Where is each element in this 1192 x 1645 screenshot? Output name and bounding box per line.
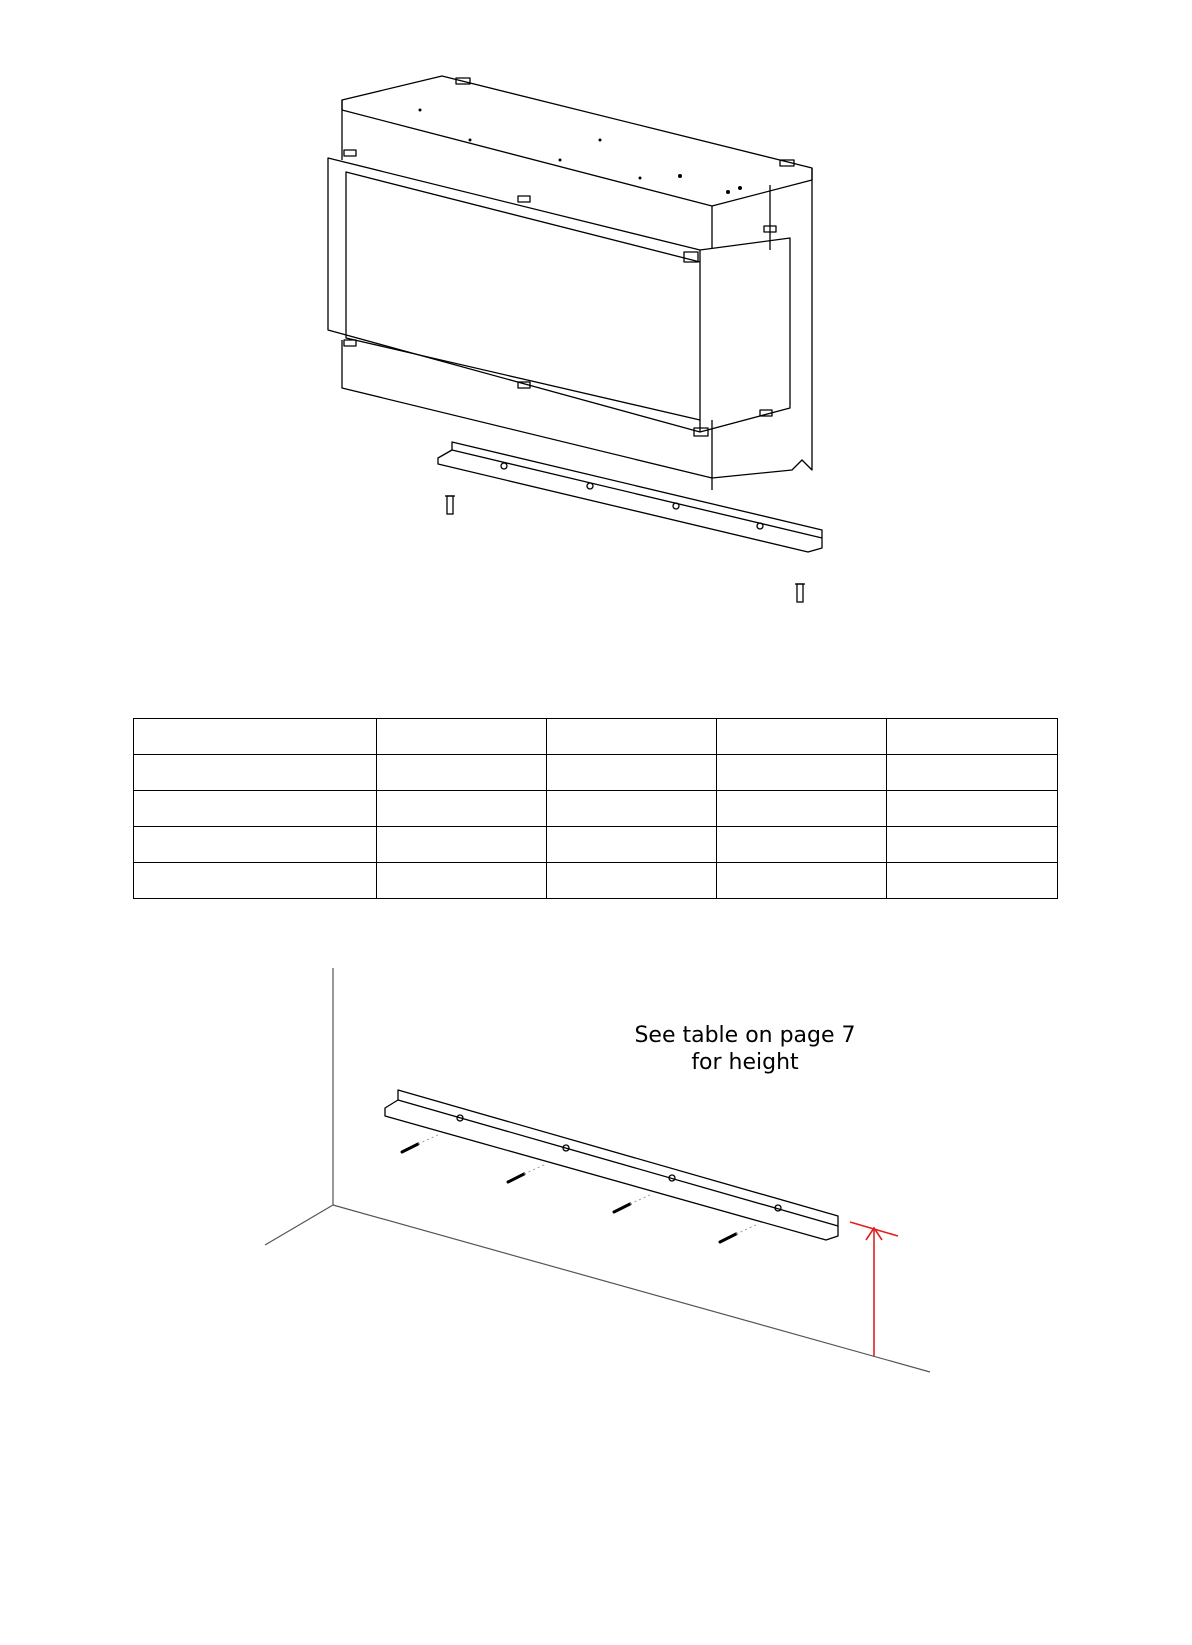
- table-cell: [887, 827, 1058, 863]
- screw-icon: [720, 1234, 736, 1242]
- fireplace-unit-illustration: [0, 0, 1192, 640]
- screw-icon: [402, 1144, 418, 1152]
- table-cell: [547, 755, 717, 791]
- table-cell: [717, 863, 887, 899]
- table-row: [134, 755, 1058, 791]
- screw-icon: [614, 1204, 630, 1212]
- table-row: [134, 827, 1058, 863]
- height-note-line-2: for height: [691, 1050, 799, 1075]
- table-row: [134, 863, 1058, 899]
- table-cell: [547, 863, 717, 899]
- table-cell: [377, 719, 547, 755]
- table-cell: [717, 827, 887, 863]
- table-cell: [377, 863, 547, 899]
- table-cell: [547, 827, 717, 863]
- table-cell: [547, 719, 717, 755]
- table-cell: [887, 719, 1058, 755]
- table-cell: [717, 791, 887, 827]
- table-row: [134, 791, 1058, 827]
- table-cell: [377, 791, 547, 827]
- table-cell: [887, 791, 1058, 827]
- screw-icon: [447, 496, 453, 514]
- screw-icon: [797, 584, 803, 602]
- table-cell: [134, 719, 377, 755]
- table-cell: [134, 827, 377, 863]
- screw-icon: [508, 1174, 524, 1182]
- table-cell: [717, 719, 887, 755]
- specification-table: [133, 718, 1058, 899]
- table-cell: [717, 755, 887, 791]
- table-cell: [377, 755, 547, 791]
- table-row: [134, 719, 1058, 755]
- table-cell: [887, 863, 1058, 899]
- table-cell: [134, 791, 377, 827]
- table-cell: [134, 863, 377, 899]
- table-cell: [887, 755, 1058, 791]
- table-cell: [377, 827, 547, 863]
- height-note: [600, 1022, 890, 1076]
- height-note-line-1: See table on page 7: [634, 1023, 856, 1048]
- table-cell: [547, 791, 717, 827]
- table-cell: [134, 755, 377, 791]
